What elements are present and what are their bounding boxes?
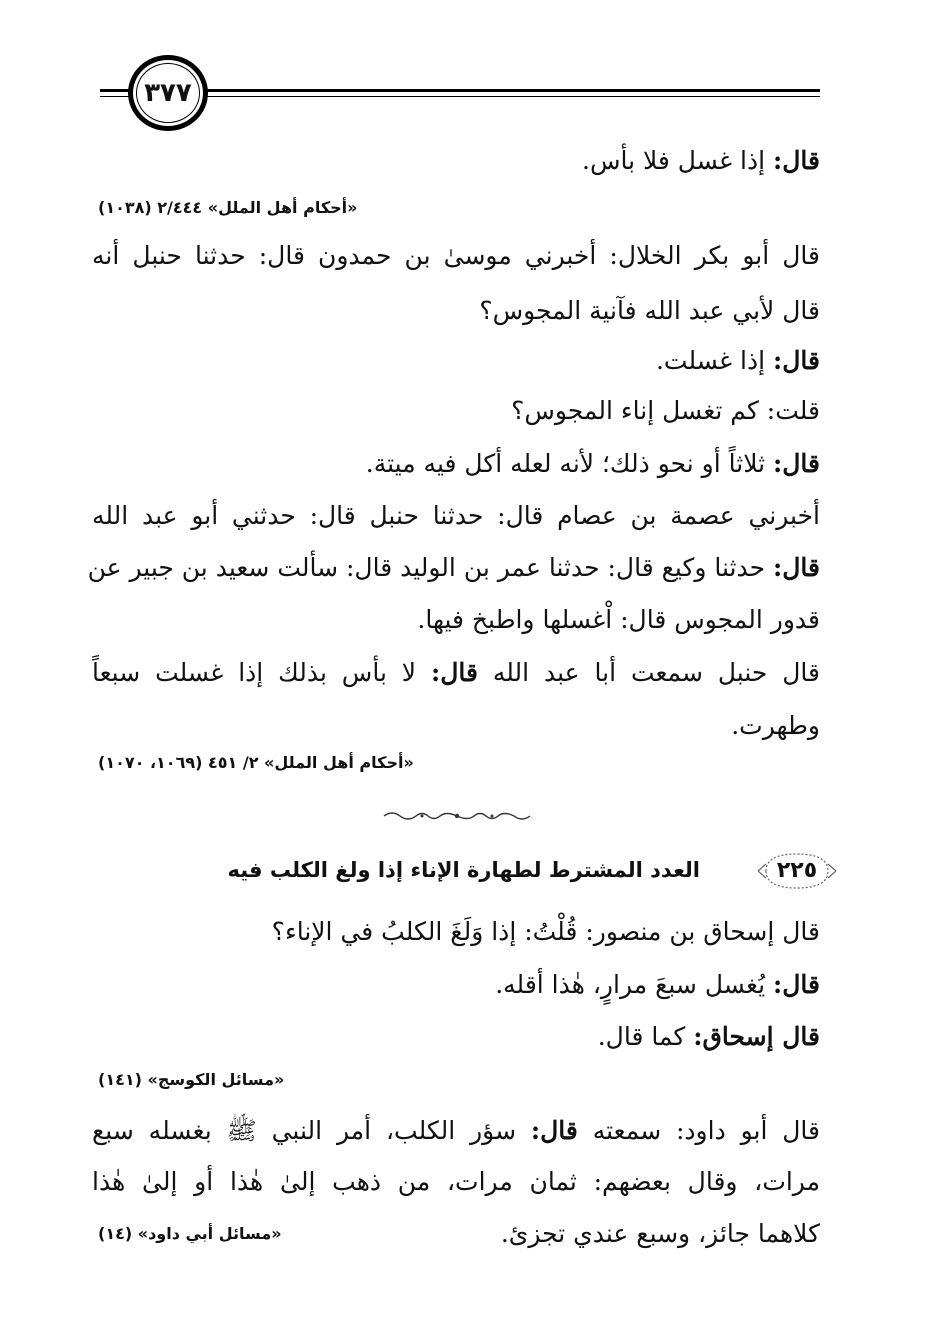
- speaker-label: قال:: [430, 658, 478, 687]
- header-rule-top: [100, 89, 820, 92]
- text-line: قال إسحاق بن منصور: قُلْتُ: إذا وَلَغَ الكلبُ في الإناء؟: [271, 917, 820, 946]
- source-citation: «مسائل الكوسج» (١٤١): [98, 1070, 285, 1089]
- text-line: أخبرني عصمة بن عصام قال: حدثنا حنبل قال: حدثني أبو عبد الله: [92, 501, 820, 530]
- text-line: [92, 146, 820, 176]
- line-text: كما قال.: [597, 1022, 694, 1051]
- text-line: [87, 553, 820, 583]
- text-line: [92, 1116, 820, 1146]
- source-citation: «أحكام أهل الملل» ٢/٤٤٤ (١٠٣٨): [98, 198, 358, 217]
- page-number: ٣٧٧: [144, 78, 192, 108]
- text-line: كلاهما جائز، وسبع عندي تجزئ.: [500, 1219, 820, 1248]
- text-line: [92, 1022, 820, 1052]
- text-line: قال أبو بكر الخلال: أخبرني موسىٰ بن حمدون قال: حدثنا حنبل أنه: [92, 241, 820, 270]
- text-line: [92, 970, 820, 1000]
- line-text: سؤر الكلب، أمر النبي ﷺ بغسله سبع: [92, 1116, 531, 1145]
- section-divider-ornament: [382, 808, 532, 824]
- divider-flourish-icon: [382, 808, 532, 824]
- text-line: [92, 658, 820, 688]
- line-text: لا بأس بذلك إذا غسلت سبعاً: [92, 658, 431, 687]
- speaker-label: قال:: [530, 1116, 578, 1145]
- page-number-badge: [128, 55, 208, 131]
- section-number-badge: [754, 848, 840, 894]
- line-text: قال أبو داود: سمعته: [577, 1116, 820, 1145]
- section-title: العدد المشترط لطهارة الإناء إذا ولغ الكلب فيه: [227, 858, 700, 882]
- text-line: مرات، وقال بعضهم: ثمان مرات، من ذهب إلىٰ هٰذا أو إلىٰ هٰذا: [92, 1167, 820, 1196]
- text-line: وطهرت.: [731, 711, 820, 740]
- text-line: [92, 346, 820, 376]
- section-number: ٢٢٥: [776, 858, 818, 883]
- text-line: قدور المجوس قال: اْغسلها واطبخ فيها.: [417, 605, 820, 634]
- header-rule-bottom: [100, 96, 820, 97]
- speaker-label: قال:: [773, 553, 820, 582]
- source-citation: «أحكام أهل الملل» ٢/ ٤٥١ (١٠٦٩، ١٠٧٠): [98, 753, 414, 772]
- line-text: يُغسل سبعَ مرارٍ، هٰذا أقله.: [495, 970, 774, 999]
- speaker-label: قال:: [773, 346, 820, 375]
- text-line: قال لأبي عبد الله فآنية المجوس؟: [479, 296, 820, 325]
- speaker-label: قال:: [773, 449, 820, 478]
- line-text: ثلاثاً أو نحو ذلك؛ لأنه لعله أكل فيه ميتة.: [365, 449, 774, 478]
- line-text: إذا غسلت.: [655, 346, 774, 375]
- line-text: قال حنبل سمعت أبا عبد الله: [477, 658, 820, 687]
- speaker-label: قال:: [773, 970, 820, 999]
- text-line: قلت: كم تغسل إناء المجوس؟: [511, 396, 820, 425]
- text-line: [92, 449, 820, 479]
- speaker-label: قال:: [773, 146, 820, 175]
- line-text: حدثنا وكيع قال: حدثنا عمر بن الوليد قال: سألت سعيد بن جبير عن: [87, 553, 774, 582]
- source-citation: «مسائل أبي داود» (١٤): [98, 1224, 282, 1243]
- line-text: إذا غسل فلا بأس.: [582, 146, 774, 175]
- speaker-label: قال إسحاق:: [693, 1022, 820, 1051]
